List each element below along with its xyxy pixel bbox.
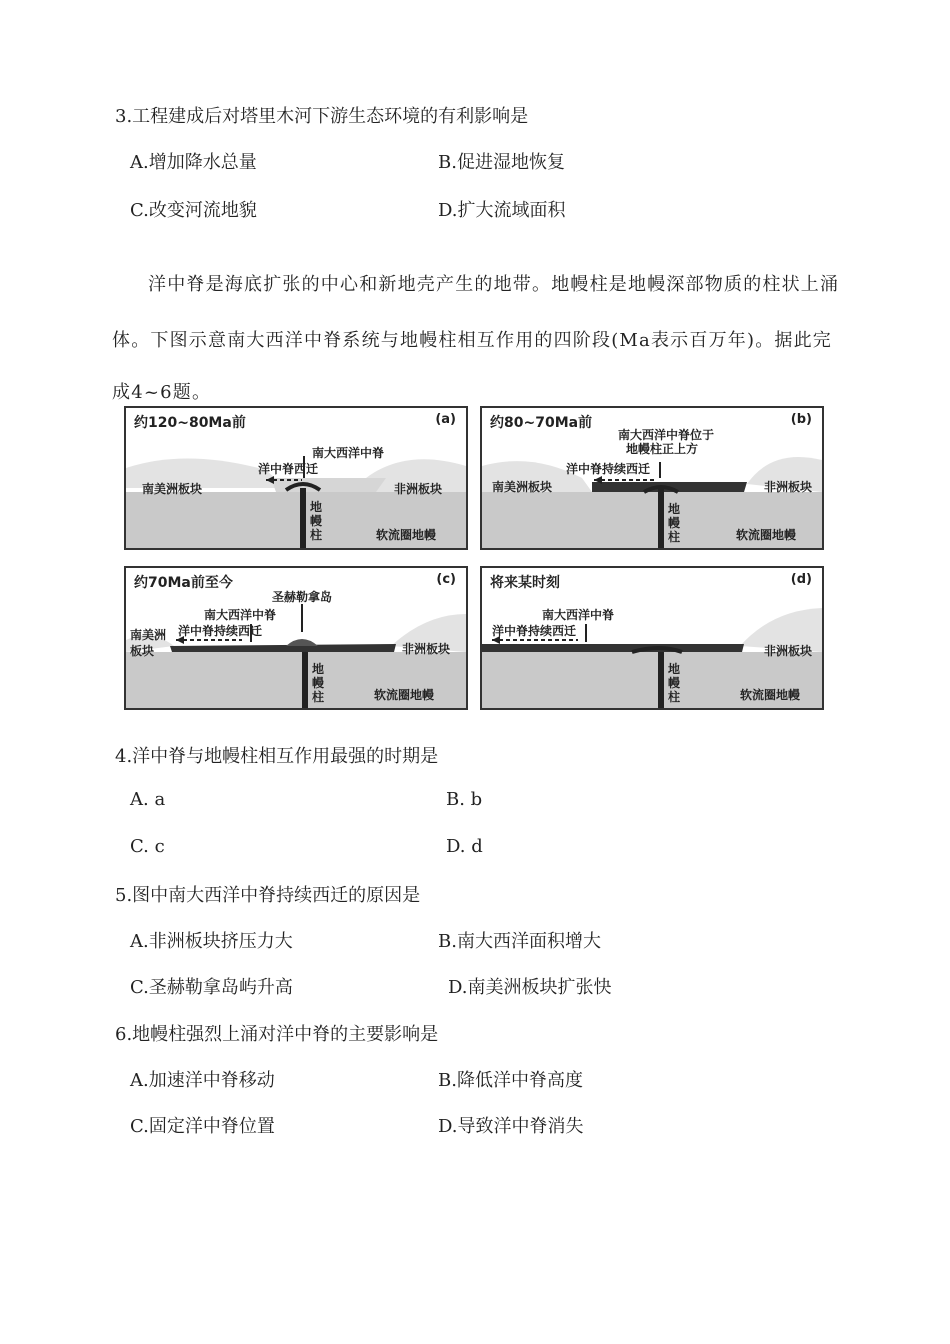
q4-option-d[interactable]: D. d [446, 836, 483, 857]
q5-option-a[interactable]: A.非洲板块挤压力大 [130, 931, 293, 952]
panel-b-migrate-label: 洋中脊持续西迁 [566, 462, 651, 476]
intro-line-2: 体。下图示意南大西洋中脊系统与地幔柱相互作用的四阶段(Ma表示百万年)。据此完 [112, 330, 833, 351]
q5-option-c[interactable]: C.圣赫勒拿岛屿升高 [130, 977, 293, 998]
q6-option-b[interactable]: B.降低洋中脊高度 [438, 1070, 583, 1091]
q6-stem: 6.地幔柱强烈上涌对洋中脊的主要影响是 [115, 1024, 439, 1045]
panel-c-ridge-label: 南大西洋中脊 [204, 608, 277, 622]
panel-b-ridge-label-1: 南大西洋中脊位于 [618, 428, 715, 442]
panel-d-migrate-label: 洋中脊持续西迁 [492, 624, 577, 638]
q4-option-b[interactable]: B. b [446, 789, 483, 810]
q3-option-d[interactable]: D.扩大流域面积 [438, 200, 566, 221]
figure-panel-d [480, 566, 824, 710]
panel-b-sa-plate-label: 南美洲板块 [492, 480, 553, 494]
q6-option-c[interactable]: C.固定洋中脊位置 [130, 1116, 275, 1137]
panel-a-title: 约120~80Ma前 [134, 415, 246, 431]
panel-c-title: 约70Ma前至今 [134, 575, 233, 591]
figure-panel-a [124, 406, 468, 550]
panel-d-af-plate-label: 非洲板块 [764, 644, 813, 658]
panel-b-title: 约80~70Ma前 [490, 415, 593, 431]
figure-panel-c [124, 566, 468, 710]
panel-b-tag: (b) [790, 412, 812, 427]
q4-option-c[interactable]: C. c [130, 836, 165, 857]
panel-c-island-label: 圣赫勒拿岛 [272, 590, 333, 604]
panel-a-ridge-label: 南大西洋中脊 [312, 446, 385, 460]
q5-option-d[interactable]: D.南美洲板块扩张快 [448, 977, 612, 998]
panel-d-title: 将来某时刻 [490, 575, 560, 591]
q3-option-c[interactable]: C.改变河流地貌 [130, 200, 257, 221]
panel-a-sa-plate-label: 南美洲板块 [142, 482, 203, 496]
panel-c-af-plate-label: 非洲板块 [402, 642, 451, 656]
q3-stem: 3.工程建成后对塔里木河下游生态环境的有利影响是 [115, 106, 529, 127]
panel-a-astheno-label: 软流圈地幔 [376, 528, 437, 542]
panel-c-plume-label: 地幔柱 [311, 662, 324, 704]
q3-option-a[interactable]: A.增加降水总量 [130, 152, 257, 173]
panel-a-af-plate-label: 非洲板块 [394, 482, 443, 496]
panel-c-sa-plate-label-1: 南美洲 [130, 628, 167, 642]
panel-d-plume-label: 地幔柱 [667, 662, 680, 704]
q5-option-b[interactable]: B.南大西洋面积增大 [438, 931, 601, 952]
panel-b-af-plate-label: 非洲板块 [764, 480, 813, 494]
figure-panel-b [480, 406, 824, 550]
panel-d-astheno-label: 软流圈地幔 [740, 688, 801, 702]
panel-c-tag: (c) [436, 572, 456, 587]
panel-c-astheno-label: 软流圈地幔 [374, 688, 435, 702]
q4-stem: 4.洋中脊与地幔柱相互作用最强的时期是 [115, 746, 439, 767]
panel-c-sa-plate-label-2: 板块 [130, 644, 155, 658]
intro-line-1: 洋中脊是海底扩张的中心和新地壳产生的地带。地幔柱是地幔深部物质的柱状上涌 [148, 274, 840, 295]
panel-a-plume-label: 地幔柱 [309, 500, 322, 542]
q4-option-a[interactable]: A. a [130, 789, 166, 810]
q6-option-a[interactable]: A.加速洋中脊移动 [130, 1070, 275, 1091]
panel-a-migrate-label: 洋中脊西迁 [258, 462, 319, 476]
panel-c-migrate-label: 洋中脊持续西迁 [178, 624, 263, 638]
q5-stem: 5.图中南大西洋中脊持续西迁的原因是 [115, 885, 421, 906]
intro-line-3: 成4~6题。 [112, 382, 212, 403]
panel-d-tag: (d) [790, 572, 812, 587]
panel-d-ridge-label: 南大西洋中脊 [542, 608, 615, 622]
q3-option-b[interactable]: B.促进湿地恢复 [438, 152, 565, 173]
q6-option-d[interactable]: D.导致洋中脊消失 [438, 1116, 584, 1137]
panel-b-astheno-label: 软流圈地幔 [736, 528, 797, 542]
panel-b-ridge-label-2: 地幔柱正上方 [626, 442, 699, 456]
panel-b-plume-label: 地幔柱 [667, 502, 680, 544]
panel-a-tag: (a) [435, 412, 456, 427]
